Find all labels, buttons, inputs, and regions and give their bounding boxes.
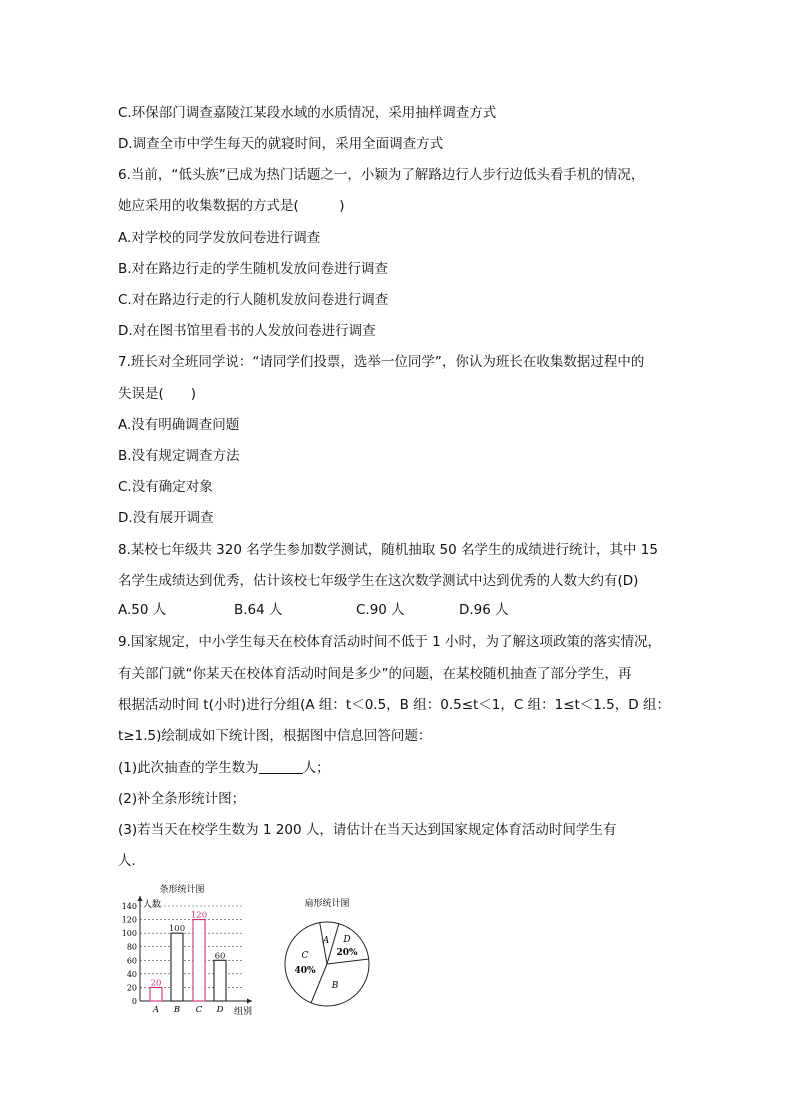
text-line: 7.班长对全班同学说：“请同学们投票，选举一位同学”，你认为班长在收集数据过程中的	[118, 354, 645, 370]
sub1-text: (1)此次抽查的学生数为	[118, 760, 259, 776]
pie-label-d-percent: 20%	[336, 948, 358, 958]
bar-B	[171, 933, 183, 1001]
x-axis-arrow	[247, 999, 252, 1004]
y-tick-label: 0	[131, 997, 137, 1006]
bar-chart	[118, 880, 268, 1020]
q8-option-b: B.64 人	[234, 602, 283, 618]
pie-label-c-percent: 40%	[294, 966, 316, 976]
text-line: 失误是( )	[118, 386, 197, 402]
bar-value-label: 120	[190, 910, 208, 921]
y-tick-label: 100	[121, 929, 137, 939]
pie-chart-title: 扇形统计图	[304, 899, 350, 909]
y-tick-label: 40	[126, 969, 137, 979]
text-line: D.调查全市中学生每天的就寝时间，采用全面调查方式	[118, 136, 444, 152]
text-line: C.没有确定对象	[118, 479, 213, 495]
bar-C	[193, 920, 205, 1001]
bar-chart-xlabel: 组别	[234, 1007, 253, 1017]
text-line: 名学生成绩达到优秀，估计该校七年级学生在这次数学测试中达到优秀的人数大约有(D)	[118, 573, 639, 589]
bar-A	[150, 987, 162, 1001]
pie-label-a: A	[322, 936, 330, 946]
bar-value-label: 20	[150, 978, 162, 989]
sub-question-3-line-1: (3)若当天在校学生数为 1 200 人，请估计在当天达到国家规定体育活动时间学生有	[118, 822, 617, 838]
x-category-label: C	[195, 1005, 203, 1015]
y-tick-label: 140	[121, 902, 137, 911]
y-tick-label: 120	[121, 915, 137, 925]
bar-chart-ylabel: 人数	[143, 900, 162, 910]
x-category-label: A	[152, 1005, 160, 1015]
sub-question-1	[118, 759, 330, 777]
pie-label-b: B	[331, 981, 339, 991]
bar-value-label: 100	[168, 924, 186, 935]
bar-D	[214, 960, 226, 1001]
text-line: D.没有展开调查	[118, 510, 214, 526]
q8-option-c: C.90 人	[356, 602, 405, 618]
sub1-unit: 人；	[302, 760, 330, 776]
text-line: A.没有明确调查问题	[118, 417, 240, 433]
text-line: 8.某校七年级共 320 名学生参加数学测试，随机抽取 50 名学生的成绩进行统计，其中 15	[118, 542, 658, 558]
text-line: A.对学校的同学发放问卷进行调查	[118, 230, 321, 246]
q9-line: 9.国家规定，中小学生每天在校体育活动时间不低于 1 小时，为了解这项政策的落实情况，	[118, 634, 662, 650]
q9-line: 根据活动时间 t(小时)进行分组(A 组：t＜0.5，B 组：0.5≤t＜1，C 组：1≤t＜1.5，D 组：	[118, 697, 670, 713]
q9-line: 有关部门就“你某天在校体育活动时间是多少”的问题，在某校随机抽查了部分学生，再	[118, 666, 632, 682]
q8-option-d: D.96 人	[459, 602, 509, 618]
text-line: 她应采用的收集数据的方式是( )	[118, 198, 345, 214]
text-line: B.对在路边行走的学生随机发放问卷进行调查	[118, 261, 389, 277]
pie-chart	[275, 890, 395, 1015]
pie-label-c: C	[301, 951, 309, 961]
y-axis-arrow	[138, 896, 143, 901]
y-tick-label: 20	[126, 983, 137, 993]
bar-value-label: 60	[214, 951, 226, 962]
text-line: B.没有规定调查方法	[118, 448, 240, 464]
q9-line: t≥1.5)绘制成如下统计图，根据图中信息回答问题：	[118, 728, 432, 744]
y-tick-label: 80	[126, 942, 137, 952]
text-line: D.对在图书馆里看书的人发放问卷进行调查	[118, 323, 376, 339]
y-tick-label: 60	[126, 956, 137, 966]
x-category-label: B	[173, 1005, 181, 1015]
x-category-label: D	[216, 1005, 224, 1015]
text-line: 6.当前，“低头族”已成为热门话题之一，小颖为了解路边行人步行边低头看手机的情况，	[118, 167, 645, 183]
q8-option-a: A.50 人	[118, 602, 167, 618]
sub-question-3-line-2: 人.	[118, 853, 136, 869]
text-line: C.环保部门调查嘉陵江某段水域的水质情况，采用抽样调查方式	[118, 105, 497, 121]
text-line: C.对在路边行走的行人随机发放问卷进行调查	[118, 292, 389, 308]
bar-chart-title: 条形统计图	[159, 885, 205, 895]
bar-y-ticks	[122, 902, 137, 1006]
answer-blank	[259, 759, 303, 774]
sub-question-2: (2)补全条形统计图；	[118, 791, 246, 807]
bar-categories	[152, 1005, 224, 1015]
pie-label-d: D	[343, 935, 351, 945]
